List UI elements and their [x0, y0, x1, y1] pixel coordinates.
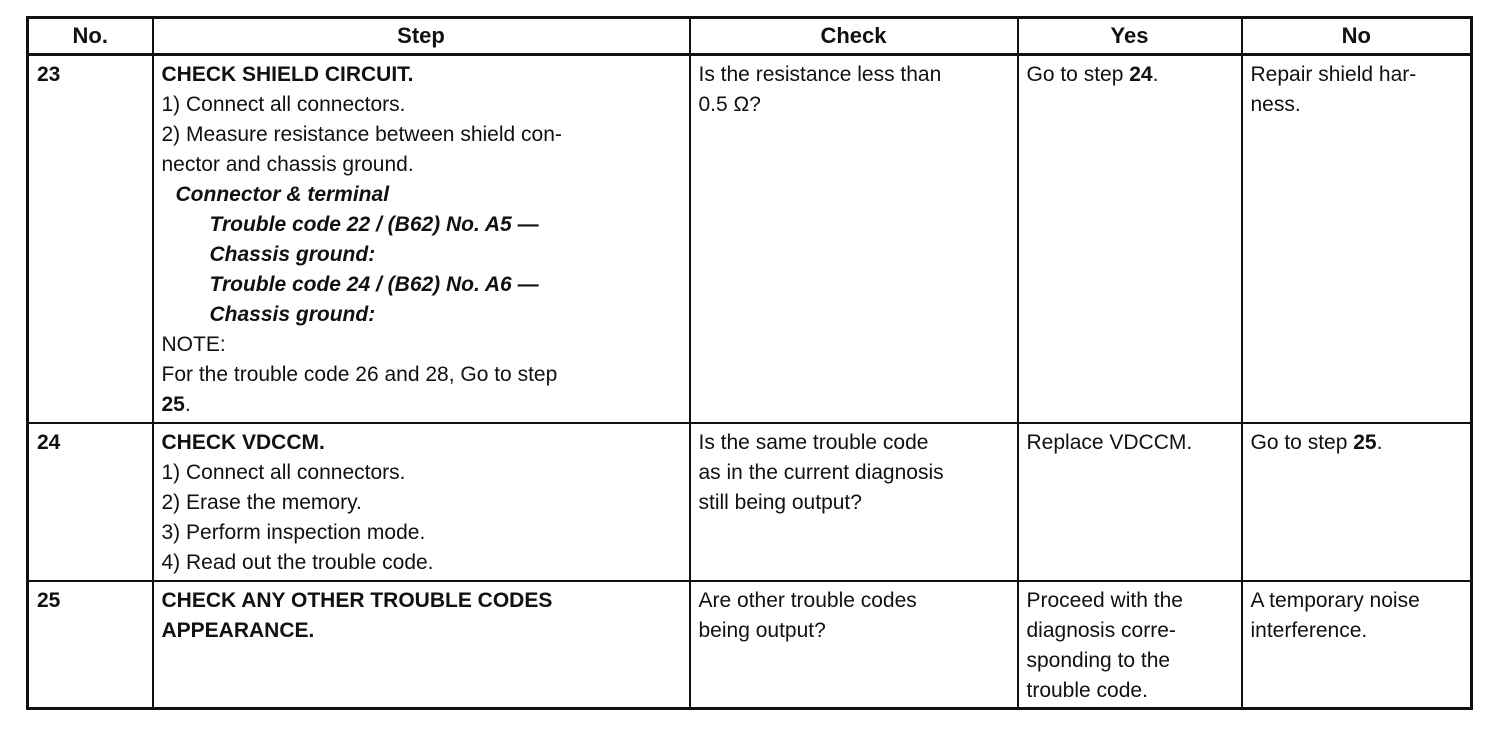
yes-cell — [1018, 55, 1242, 423]
step-number — [28, 581, 153, 709]
header-yes: Yes — [1018, 18, 1242, 55]
header-row — [28, 18, 1472, 55]
step-cell — [153, 581, 690, 709]
no-cell — [1242, 55, 1472, 423]
note-text: For the trouble code 26 and 28, Go to step — [161, 363, 558, 386]
header-check: Check — [690, 18, 1018, 55]
step-title: CHECK ANY OTHER TROUBLE CODES — [161, 588, 553, 612]
step-line: 1) Connect all connectors. — [161, 460, 406, 484]
yes-step: 24 — [1129, 63, 1153, 86]
check-line: as in the current diagnosis — [698, 460, 944, 484]
diagnostic-table — [26, 16, 1473, 710]
check-cell — [690, 55, 1018, 423]
connector-line: Chassis ground: — [209, 243, 376, 266]
no-line: Go to step 25. — [1250, 430, 1383, 454]
yes-line: trouble code. — [1026, 678, 1148, 702]
no-line: A temporary noise — [1250, 588, 1420, 612]
step-line: nector and chassis ground. — [161, 153, 414, 176]
table-row — [28, 423, 1472, 581]
check-line: 0.5 Ω? — [698, 93, 761, 116]
yes-prefix: Go to step — [1026, 63, 1130, 86]
step-line: 4) Read out the trouble code. — [161, 550, 434, 574]
no-line: interference. — [1250, 618, 1368, 642]
no-cell — [1242, 581, 1472, 709]
step-line: 3) Perform inspection mode. — [161, 520, 426, 544]
step-title: CHECK SHIELD CIRCUIT. — [161, 63, 414, 86]
step-number-text: 25 — [37, 588, 61, 612]
table-row — [28, 581, 1472, 709]
no-step: 25 — [1353, 430, 1377, 454]
no-line: ness. — [1250, 93, 1301, 116]
step-line: 1) Connect all connectors. — [161, 93, 406, 116]
connector-line: Chassis ground: — [209, 303, 376, 326]
table-row — [28, 55, 1472, 423]
no-cell — [1242, 423, 1472, 581]
header-step: Step — [153, 18, 690, 55]
step-number — [28, 55, 153, 423]
no-line: Repair shield har- — [1250, 63, 1417, 86]
step-cell — [153, 423, 690, 581]
yes-cell — [1018, 581, 1242, 709]
yes-cell — [1018, 423, 1242, 581]
step-cell — [153, 55, 690, 423]
connector-heading: Connector & terminal — [175, 183, 390, 206]
check-cell — [690, 581, 1018, 709]
yes-line: Proceed with the — [1026, 588, 1183, 612]
no-prefix: Go to step — [1250, 430, 1354, 454]
check-line: being output? — [698, 618, 826, 642]
check-line: Is the resistance less than — [698, 63, 942, 86]
check-line: Are other trouble codes — [698, 588, 917, 612]
step-number — [28, 423, 153, 581]
yes-line: sponding to the — [1026, 648, 1171, 672]
step-title: APPEARANCE. — [161, 618, 315, 642]
step-number-text: 24 — [37, 430, 61, 454]
yes-line: diagnosis corre- — [1026, 618, 1176, 642]
connector-line: Trouble code 24 / (B62) No. A6 — — [209, 273, 539, 296]
yes-line: Replace VDCCM. — [1026, 430, 1193, 454]
check-cell — [690, 423, 1018, 581]
check-line: still being output? — [698, 490, 862, 514]
header-no: No. — [28, 18, 153, 55]
yes-line: Go to step 24. — [1026, 63, 1159, 86]
note-step-line: 25. — [161, 393, 191, 416]
step-number-text: 23 — [37, 63, 61, 86]
note-label: NOTE: — [161, 333, 226, 356]
note-step: 25 — [161, 393, 185, 416]
check-line: Is the same trouble code — [698, 430, 929, 454]
step-title: CHECK VDCCM. — [161, 430, 325, 454]
header-no-col: No — [1242, 18, 1472, 55]
step-line: 2) Measure resistance between shield con- — [161, 123, 562, 146]
connector-line: Trouble code 22 / (B62) No. A5 — — [209, 213, 539, 236]
step-line: 2) Erase the memory. — [161, 490, 362, 514]
